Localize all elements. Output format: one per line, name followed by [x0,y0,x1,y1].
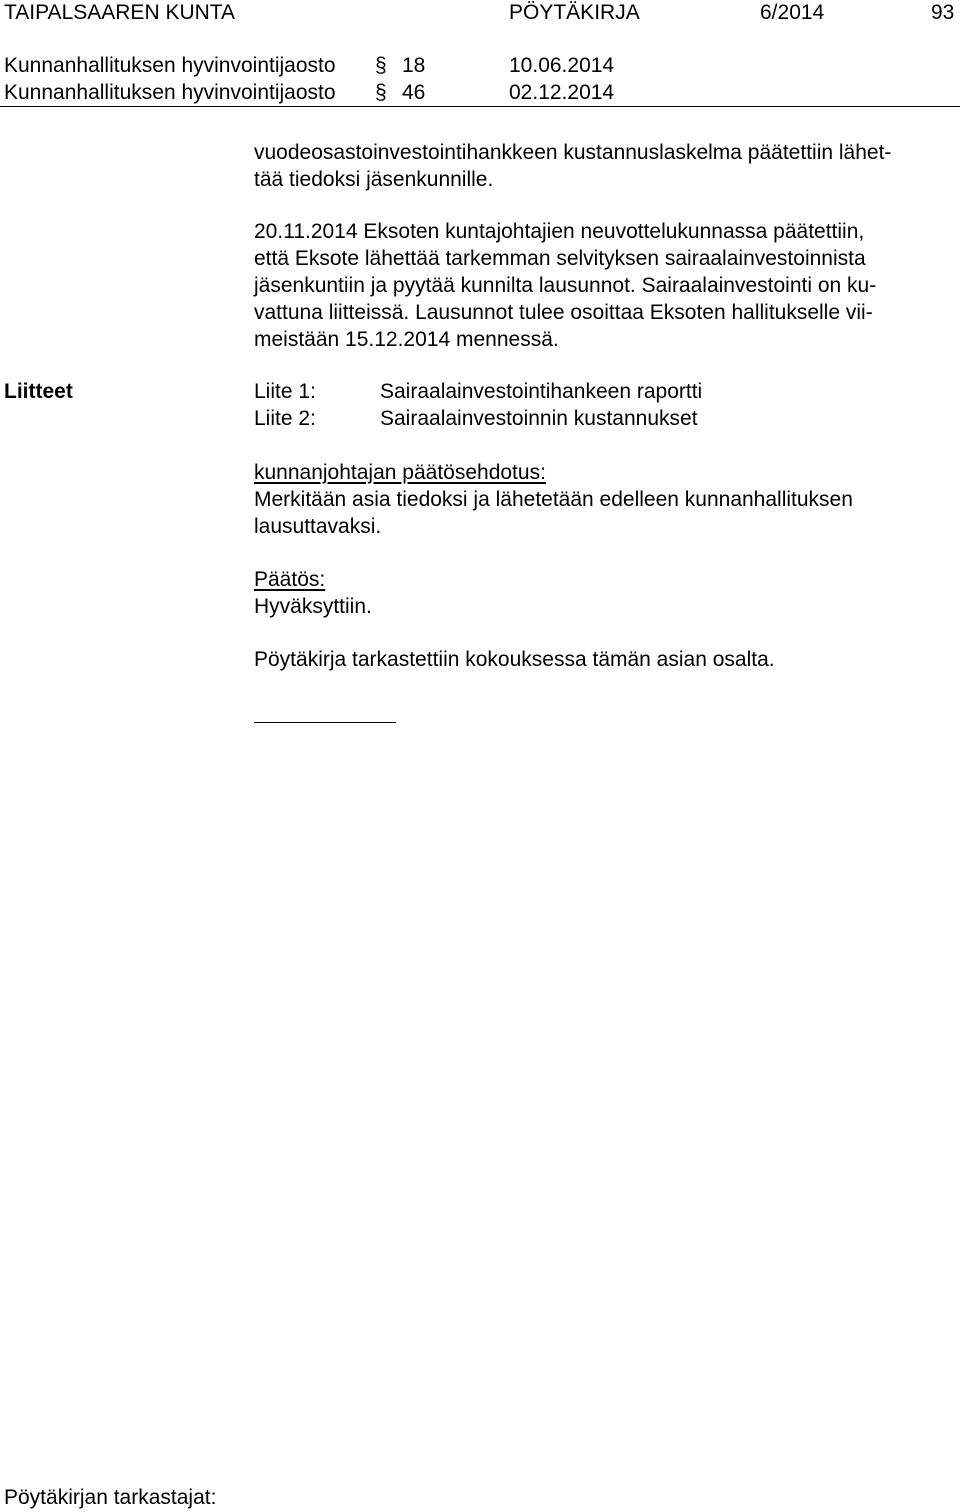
verification-note: Pöytäkirja tarkastettiin kokouksessa tämän asian osalta. [254,648,775,671]
decision-heading: Päätös: [254,568,326,591]
text-line: meistään 15.12.2014 mennessä. [254,328,559,351]
section-number: 18 [402,54,426,77]
attachment-title: Sairaalainvestoinnin kustannukset [380,407,698,430]
meeting-body: Kunnanhallituksen hyvinvointijaosto [4,81,336,104]
section-end-rule [254,722,396,723]
proposal-heading: kunnanjohtajan päätösehdotus: [254,461,546,484]
section-symbol: § [375,54,387,77]
section-symbol: § [375,81,387,104]
text-line: jäsenkuntiin ja pyytää kunnilta lausunnot. Sairaalainvestointi on ku- [254,274,877,297]
text-line: vuodeosastoinvestointihankkeen kustannuslaskelma päätettiin lähet- [254,141,892,164]
header-divider [0,106,960,107]
attachments-label: Liitteet [4,380,73,403]
text-line: että Eksote lähettää tarkemman selvityksen sairaalainvestoinnista [254,247,866,270]
meeting-body: Kunnanhallituksen hyvinvointijaosto [4,54,336,77]
intro-paragraph [254,139,954,193]
section-number: 46 [402,81,426,104]
organization-name: TAIPALSAAREN KUNTA [4,1,236,24]
attachment-label: Liite 2: [254,407,316,430]
decision-text: Hyväksyttiin. [254,595,372,618]
proposal-section [254,459,954,540]
text-line: vattuna liitteissä. Lausunnot tulee osoittaa Eksoten hallitukselle vii- [254,301,873,324]
page-number: 93 [931,1,955,24]
text-line: Merkitään asia tiedoksi ja lähetetään edelleen kunnanhallituksen [254,488,853,511]
document-number: 6/2014 [760,1,825,24]
reviewers-label: Pöytäkirjan tarkastajat: [4,1486,217,1509]
decision-section [254,566,954,620]
text-line: 20.11.2014 Eksoten kuntajohtajien neuvottelukunnassa päätettiin, [254,220,865,243]
meeting-date: 02.12.2014 [509,81,615,104]
attachment-title: Sairaalainvestointihankeen raportti [380,380,703,403]
text-line: lausuttavaksi. [254,515,382,538]
main-paragraph [254,218,954,353]
attachment-label: Liite 1: [254,380,316,403]
text-line: tää tiedoksi jäsenkunnille. [254,168,494,191]
document-type: PÖYTÄKIRJA [509,1,640,24]
meeting-date: 10.06.2014 [509,54,615,77]
